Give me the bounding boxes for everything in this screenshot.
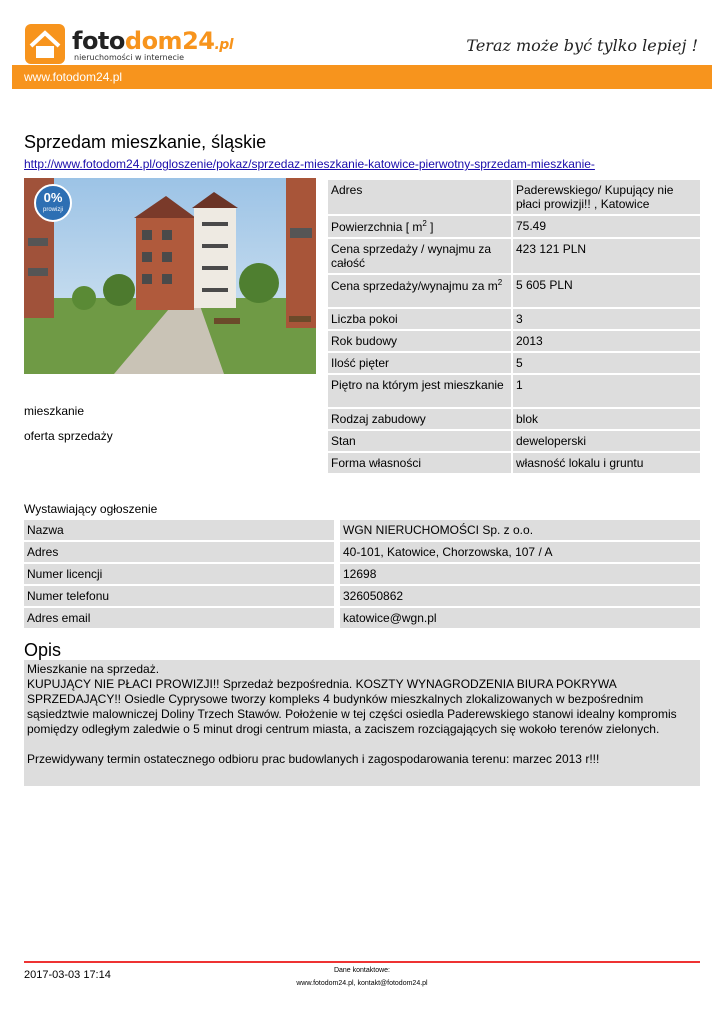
table-row: [328, 353, 700, 373]
property-value: 75.49: [513, 216, 700, 237]
property-key: Stan: [328, 431, 513, 451]
seller-key: Nazwa: [24, 520, 340, 540]
table-row: [24, 608, 700, 628]
property-key: Adres: [328, 180, 513, 214]
description-paragraph: Przewidywany termin ostatecznego odbioru prac budowlanych i zagospodarowania terenu: marzec 2013 r!!!: [27, 752, 600, 766]
property-key: Ilość pięter: [328, 353, 513, 373]
table-row: [24, 586, 700, 606]
seller-value: 40-101, Katowice, Chorzowska, 107 / A: [340, 542, 700, 562]
property-value: własność lokalu i gruntu: [513, 453, 700, 473]
property-details-table: [328, 178, 700, 475]
table-row: [24, 542, 700, 562]
seller-value: WGN NIERUCHOMOŚCI Sp. z o.o.: [340, 520, 700, 540]
property-key: Rok budowy: [328, 331, 513, 351]
property-key: Piętro na którym jest mieszkanie: [328, 375, 513, 407]
table-row: [328, 375, 700, 407]
table-row: [328, 309, 700, 329]
property-value: 5 605 PLN: [513, 275, 700, 307]
property-type-label: mieszkanie: [24, 404, 85, 418]
seller-table: [24, 518, 700, 630]
page-title: Sprzedam mieszkanie, śląskie: [24, 132, 267, 152]
seller-key: Numer telefonu: [24, 586, 340, 606]
seller-email-link[interactable]: katowice@wgn.pl: [340, 608, 700, 628]
table-row: [24, 520, 700, 540]
seller-key: Adres: [24, 542, 340, 562]
table-row: [328, 331, 700, 351]
seller-value: 326050862: [340, 586, 700, 606]
table-row: [328, 216, 700, 237]
table-row: [24, 564, 700, 584]
property-value: 1: [513, 375, 700, 407]
site-bar: [12, 65, 712, 89]
seller-value: 12698: [340, 564, 700, 584]
property-value: deweloperski: [513, 431, 700, 451]
property-value: 2013: [513, 331, 700, 351]
logo-tagline: nieruchomości w internecie: [74, 53, 185, 62]
table-row: [328, 275, 700, 307]
property-value: blok: [513, 409, 700, 429]
seller-heading: Wystawiający ogłoszenie: [24, 502, 158, 516]
slogan: Teraz może być tylko lepiej !: [466, 36, 698, 55]
table-row: [328, 409, 700, 429]
zero-commission-badge: 0% prowizji: [34, 184, 72, 222]
logo-house-icon: [25, 24, 65, 64]
property-value: 423 121 PLN: [513, 239, 700, 273]
footer-divider: [24, 961, 700, 963]
logo-text[interactable]: fotodom24.pl: [72, 27, 234, 55]
listing-url-link[interactable]: http://www.fotodom24.pl/ogloszenie/pokaz/sprzedaz-mieszkanie-katowice-pierwotny-sprzedam-mieszkanie-: [24, 157, 595, 171]
property-key: Forma własności: [328, 453, 513, 473]
property-key: Liczba pokoi: [328, 309, 513, 329]
property-value: Paderewskiego/ Kupujący nie płaci prowizji!! , Katowice: [513, 180, 700, 214]
description-paragraph: Mieszkanie na sprzedaż. KUPUJĄCY NIE PŁACI PROWIZJI!! Sprzedaż bezpośrednia. KOSZTY WYNAGRODZENIA BIURA POKRYWA SPRZEDAJĄCY!! Osiedle Cyprysowe tworzy kompleks 4 budynków mieszkalnych zlokalizowanych w bezpośrednim sąsiedztwie malowniczej Doliny Trzech Stawów. Położenie w tej części osiedla Paderewskiego stanowi idealny kompromis pomiędzy odległym zaledwie o 5 minut drogi centrum miasta, a zaciszem rozciągających się wokoło terenów zielonych.: [27, 662, 677, 736]
property-value: 5: [513, 353, 700, 373]
property-key: Powierzchnia [ $m^2$ ]: [328, 216, 513, 237]
table-row: [328, 453, 700, 473]
description-heading: Opis: [24, 640, 62, 660]
property-key: Cena sprzedaży/wynajmu za $m^2$: [328, 275, 513, 307]
offer-type-label: oferta sprzedaży: [24, 429, 113, 443]
property-value: 3: [513, 309, 700, 329]
print-date: 2017-03-03 17:14: [24, 969, 111, 981]
footer-contact-label: Dane kontaktowe:: [333, 967, 391, 974]
table-row: [328, 239, 700, 273]
table-row: [328, 180, 700, 214]
seller-key: Adres email: [24, 608, 340, 628]
description-box: [24, 660, 700, 786]
property-key: Rodzaj zabudowy: [328, 409, 513, 429]
footer-contact-line: www.fotodom24.pl, kontakt@fotodom24.pl: [296, 980, 428, 987]
site-url-link[interactable]: www.fotodom24.pl: [24, 70, 123, 84]
table-row: [328, 431, 700, 451]
seller-key: Numer licencji: [24, 564, 340, 584]
property-key: Cena sprzedaży / wynajmu za całość: [328, 239, 513, 273]
